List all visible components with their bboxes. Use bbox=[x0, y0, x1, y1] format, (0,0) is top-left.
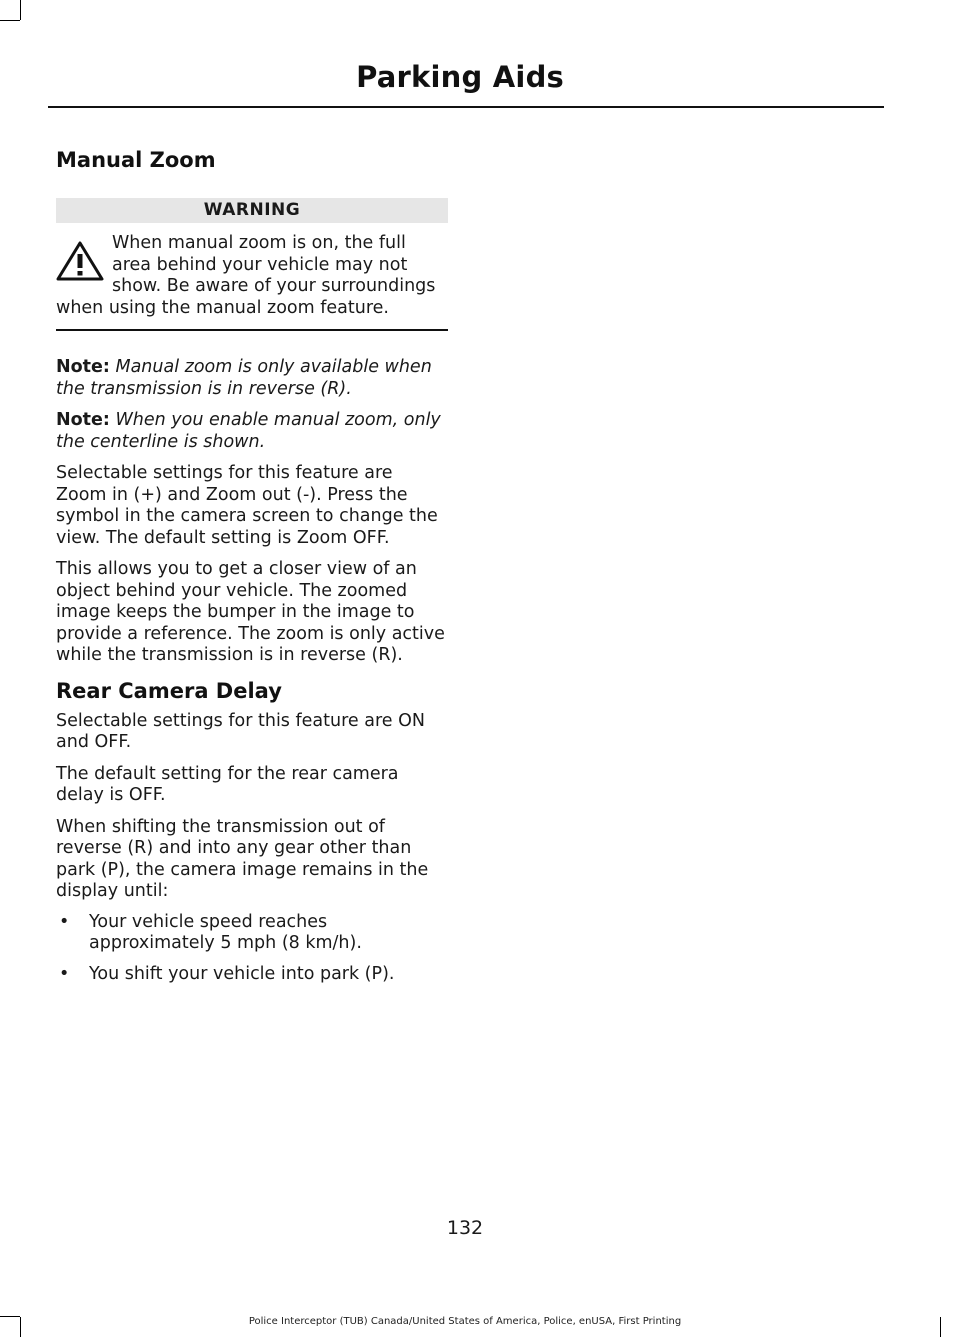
bullet-marker: • bbox=[59, 911, 70, 932]
warning-box bbox=[56, 233, 448, 319]
bullet-list bbox=[56, 912, 448, 986]
warning-text: When manual zoom is on, the full area behind your vehicle may not show. Be aware of your surroundings when using the manual zoom feature. bbox=[56, 233, 436, 318]
paragraph: Selectable settings for this feature are ON and OFF. bbox=[56, 710, 425, 752]
note bbox=[56, 410, 448, 453]
section-heading-manual-zoom: Manual Zoom bbox=[56, 148, 216, 172]
note-label: Note: bbox=[56, 410, 110, 430]
note-text: Manual zoom is only available when the transmission is in reverse (R). bbox=[56, 357, 432, 399]
paragraph: This allows you to get a closer view of an object behind your vehicle. The zoomed image keeps the bumper in the image to provide a reference. The zoom is only active while the transmission is in reverse (R). bbox=[56, 559, 445, 665]
list-item bbox=[56, 964, 448, 986]
note bbox=[56, 357, 448, 400]
crop-mark bbox=[940, 1317, 941, 1337]
section-heading-rear-camera-delay: Rear Camera Delay bbox=[56, 678, 282, 703]
warning-triangle-icon bbox=[56, 241, 104, 281]
page-number: 132 bbox=[446, 1217, 484, 1239]
header-rule bbox=[48, 106, 884, 108]
list-item bbox=[56, 912, 448, 955]
content-column bbox=[56, 140, 448, 994]
warning-header: WARNING bbox=[56, 198, 448, 223]
crop-mark bbox=[20, 0, 21, 20]
page-footer: Police Interceptor (TUB) Canada/United States of America, Police, enUSA, First Printing bbox=[248, 1316, 682, 1327]
list-item-text: Your vehicle speed reaches approximately 5 mph (8 km/h). bbox=[89, 911, 362, 953]
note-label: Note: bbox=[56, 357, 110, 377]
list-item-text: You shift your vehicle into park (P). bbox=[89, 963, 395, 984]
warning-rule bbox=[56, 329, 448, 331]
bullet-marker: • bbox=[59, 963, 70, 984]
paragraph: When shifting the transmission out of reverse (R) and into any gear other than park (P), the camera image remains in the display until: bbox=[56, 816, 429, 901]
crop-mark bbox=[0, 20, 20, 21]
paragraph: The default setting for the rear camera delay is OFF. bbox=[56, 763, 399, 805]
page-header-title: Parking Aids bbox=[356, 60, 564, 94]
note-text: When you enable manual zoom, only the centerline is shown. bbox=[56, 410, 441, 452]
paragraph: Selectable settings for this feature are Zoom in (+) and Zoom out (-). Press the symbol in the camera screen to change the view. The default setting is Zoom OFF. bbox=[56, 463, 438, 548]
